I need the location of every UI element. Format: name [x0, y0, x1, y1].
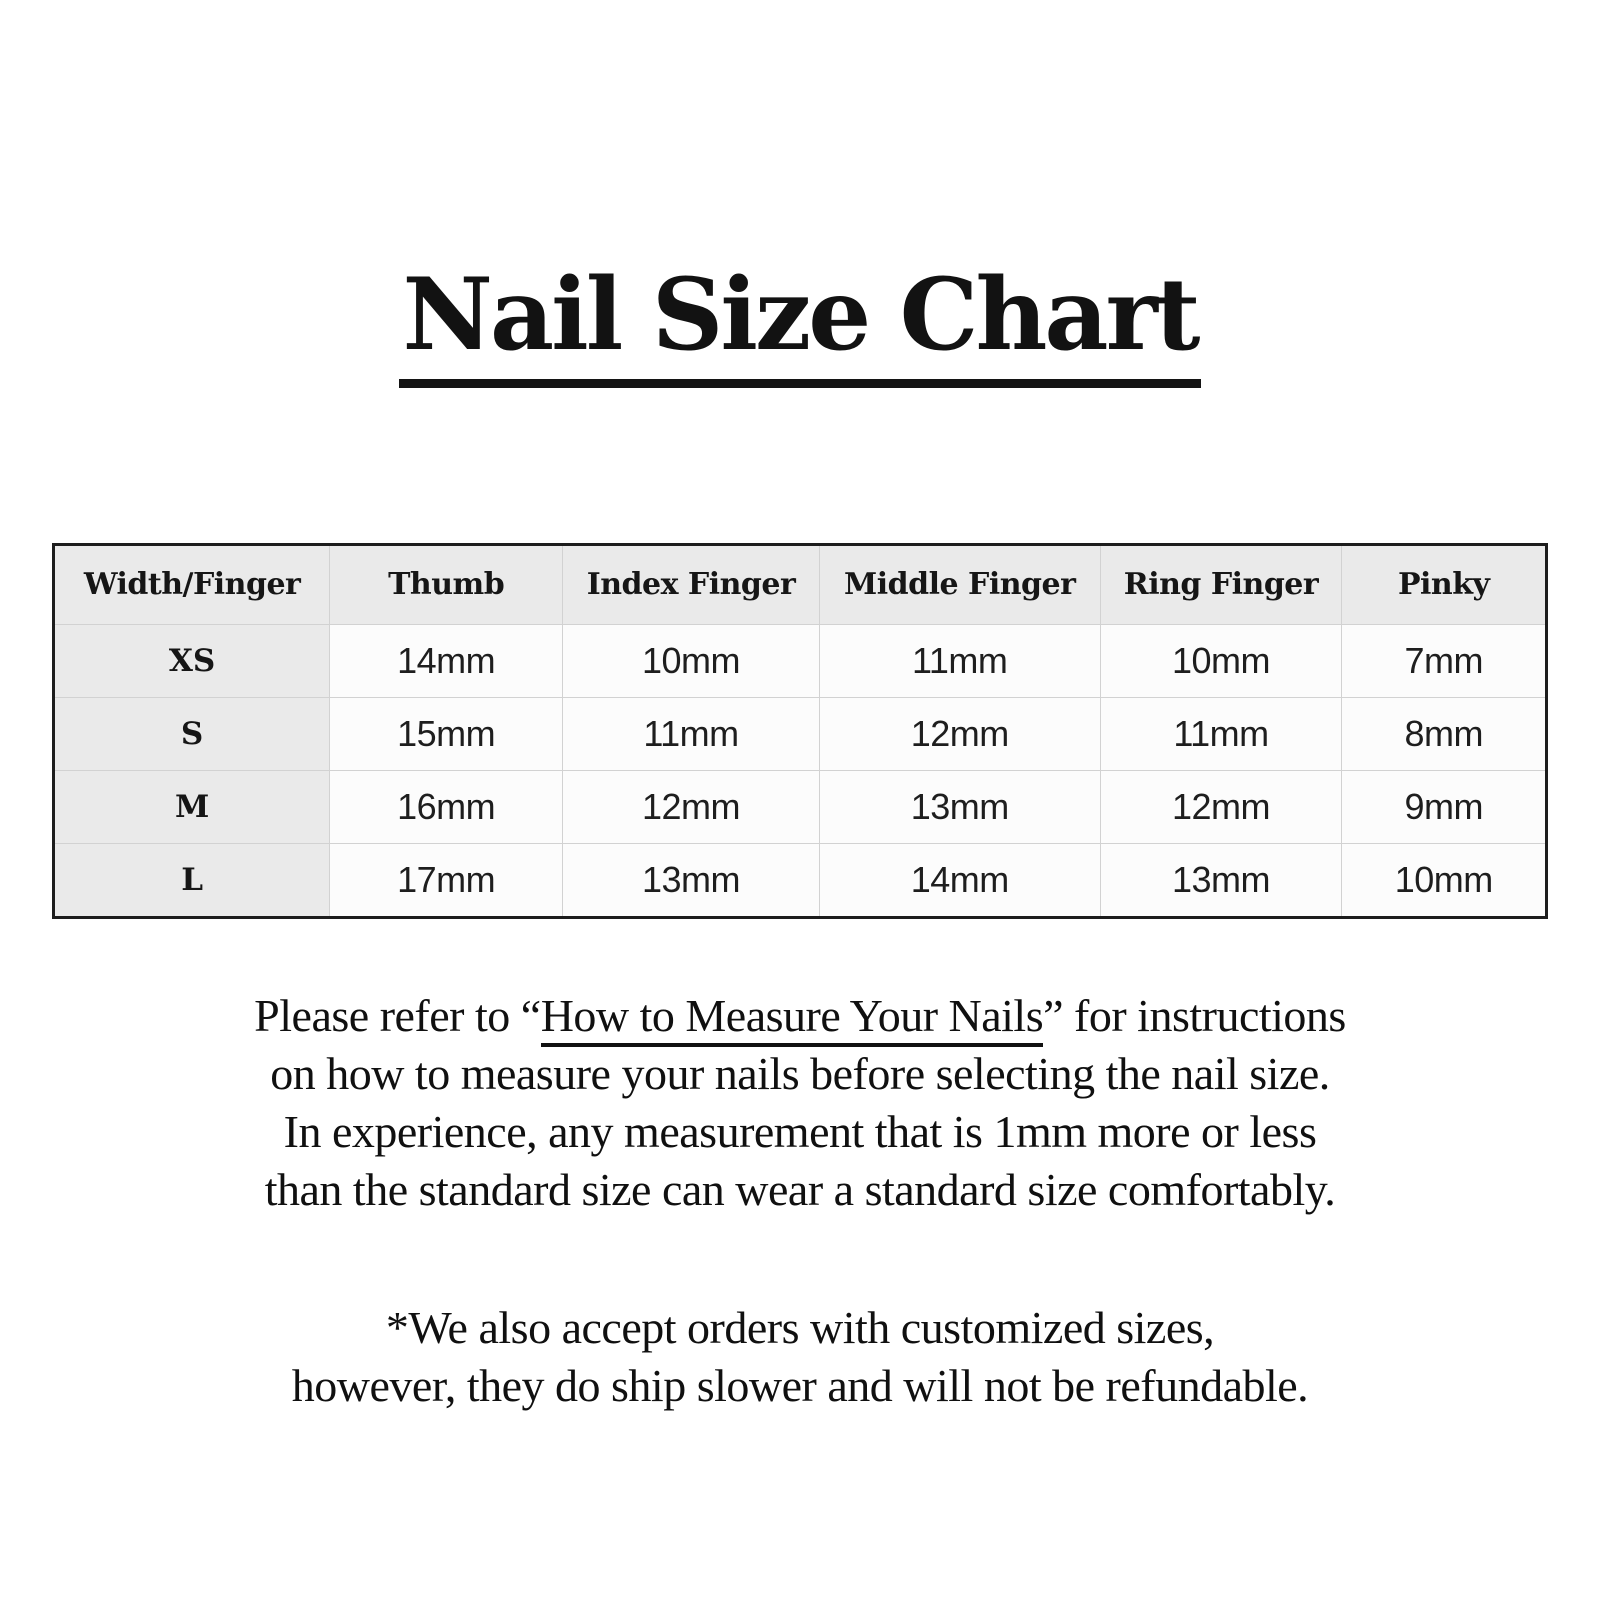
column-header-ring: Ring Finger [1100, 544, 1342, 624]
size-cell: 9mm [1342, 770, 1547, 843]
measure-guide-link[interactable]: How to Measure Your Nails [541, 990, 1043, 1047]
size-cell: 12mm [1100, 770, 1342, 843]
measure-note-line-1-pre: Please refer to “ [254, 989, 541, 1041]
page-title: Nail Size Chart [399, 266, 1202, 388]
size-cell: 8mm [1342, 697, 1547, 770]
size-cell: 12mm [819, 697, 1100, 770]
size-table-section [52, 543, 1548, 919]
column-header-middle: Middle Finger [819, 544, 1100, 624]
size-cell: 14mm [819, 843, 1100, 917]
size-cell: 11mm [1100, 697, 1342, 770]
custom-orders-line-1: *We also accept orders with customized sizes, [385, 1301, 1215, 1353]
measure-note-line-1 [0, 987, 1600, 1045]
column-header-thumb: Thumb [330, 544, 563, 624]
size-cell: 14mm [330, 624, 563, 697]
size-cell: 13mm [563, 843, 820, 917]
size-cell: 7mm [1342, 624, 1547, 697]
size-cell: 13mm [819, 770, 1100, 843]
row-label-s: S [54, 697, 330, 770]
table-header-row [54, 544, 1547, 624]
measure-note-line-2: on how to measure your nails before selecting the nail size. [270, 1047, 1330, 1099]
size-cell: 11mm [563, 697, 820, 770]
column-header-width-finger: Width/Finger [54, 544, 330, 624]
title-section [0, 0, 1600, 455]
table-row-s [54, 697, 1547, 770]
row-label-m: M [54, 770, 330, 843]
size-cell: 12mm [563, 770, 820, 843]
nail-size-table [52, 543, 1548, 919]
size-cell: 16mm [330, 770, 563, 843]
table-row-xs [54, 624, 1547, 697]
row-label-l: L [54, 843, 330, 917]
size-cell: 11mm [819, 624, 1100, 697]
row-label-xs: XS [54, 624, 330, 697]
custom-orders-note [0, 1299, 1600, 1415]
measure-note-line-3: In experience, any measurement that is 1mm more or less [283, 1105, 1317, 1157]
size-cell: 10mm [563, 624, 820, 697]
column-header-index: Index Finger [563, 544, 820, 624]
size-cell: 15mm [330, 697, 563, 770]
size-cell: 13mm [1100, 843, 1342, 917]
custom-orders-line-2: however, they do ship slower and will not be refundable. [291, 1359, 1309, 1411]
column-header-pinky: Pinky [1342, 544, 1547, 624]
size-cell: 10mm [1342, 843, 1547, 917]
size-cell: 10mm [1100, 624, 1342, 697]
measure-note [0, 987, 1600, 1219]
measure-note-line-1-post: ” for instructions [1043, 989, 1346, 1041]
measure-note-line-4: than the standard size can wear a standard size comfortably. [264, 1163, 1336, 1215]
table-row-m [54, 770, 1547, 843]
size-cell: 17mm [330, 843, 563, 917]
table-row-l [54, 843, 1547, 917]
